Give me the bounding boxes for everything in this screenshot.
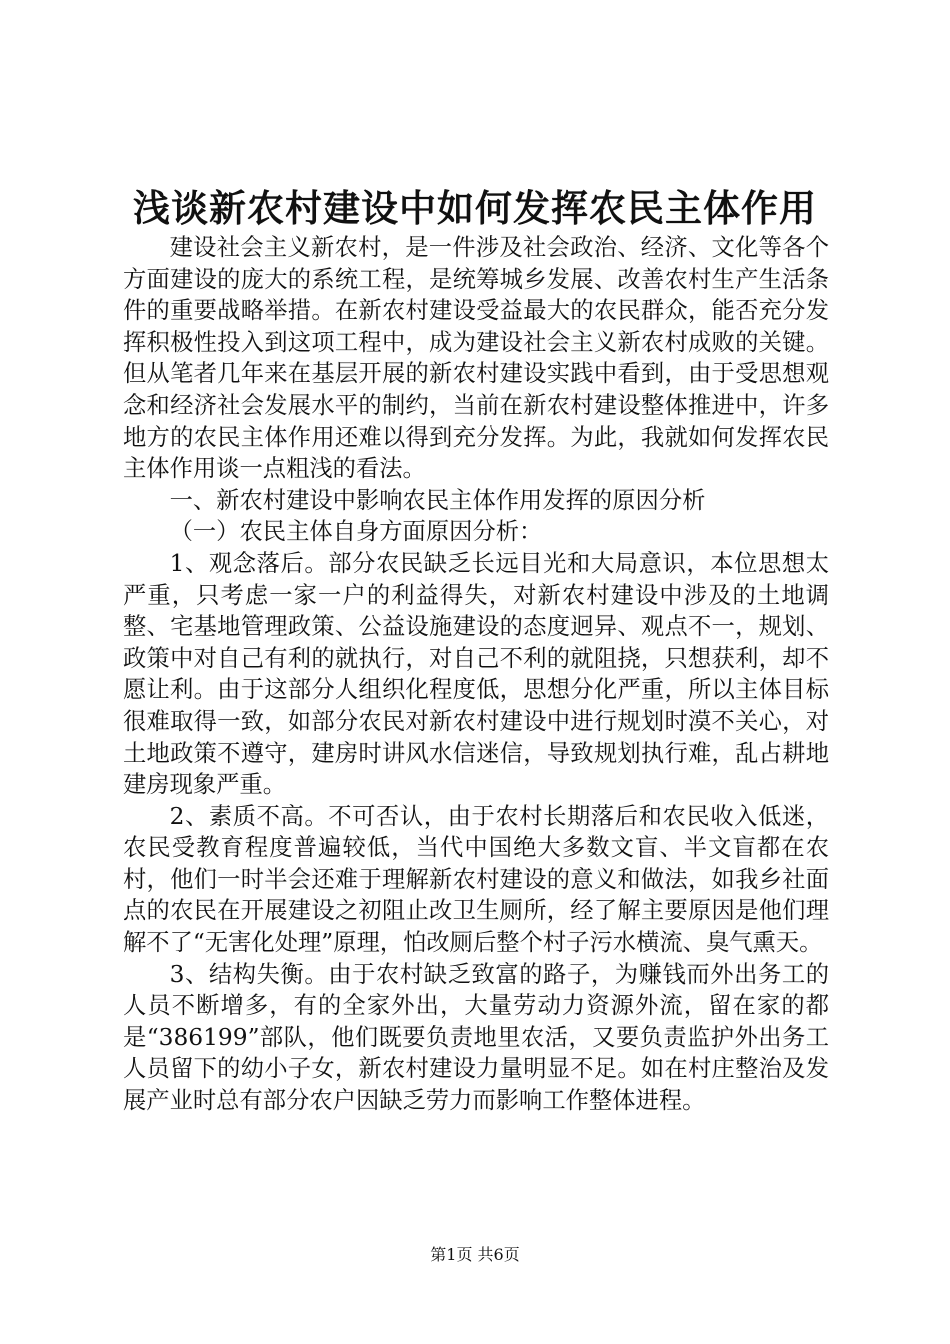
- section-heading-1: 一、新农村建设中影响农民主体作用发挥的原因分析: [169, 486, 706, 514]
- subsection-heading-1: （一）农民主体自身方面原因分析：: [169, 518, 543, 546]
- paragraph-intro: 建设社会主义新农村，是一件涉及社会政治、经济、文化等各个方面建设的庞大的系统工程，是统筹城乡发展、改善农村生产生活条件的重要战略举措。在新农村建设受益最大的农民群众，能否充分发挥积极性投入到这项工程中，成为建设社会主义新农村成败的关键。但从笔者几年来在基层开展的新农村建设实践中看到，由于受思想观念和经济社会发展水平的制约，当前在新农村建设整体推进中，许多地方的农民主体作用还难以得到充分发挥。为此，我就如何发挥农民主体作用谈一点粗浅的看法。: [123, 234, 829, 483]
- paragraph-point-2: 2、素质不高。不可否认，由于农村长期落后和农民收入低迷，农民受教育程度普遍较低，当代中国绝大多数文盲、半文盲都在农村，他们一时半会还难于理解新农村建设的意义和做法，如我乡社面点的农民在开展建设之初阻止改卫生厕所，经了解主要原因是他们理解不了“无害化处理”原理，怕改厕后整个村子污水横流、臭气熏天。: [123, 802, 829, 957]
- paragraph-point-3: 3、结构失衡。由于农村缺乏致富的路子，为赚钱而外出务工的人员不断增多，有的全家外出，大量劳动力资源外流，留在家的都是“386199”部队，他们既要负责地里农活，又要负责监护外出务工人员留下的幼小子女，新农村建设力量明显不足。如在村庄整治及发展产业时总有部分农户因缺乏劳力而影响工作整体进程。: [123, 960, 829, 1115]
- document-body: [123, 232, 829, 1117]
- paragraph-point-1: 1、观念落后。部分农民缺乏长远目光和大局意识，本位思想太严重，只考虑一家一户的利益得失，对新农村建设中涉及的土地调整、宅基地管理政策、公益设施建设的态度迥异、观点不一，规划、政策中对自己有利的就执行，对自己不利的就阻挠，只想获利，却不愿让利。由于这部分人组织化程度低，思想分化严重，所以主体目标很难取得一致，如部分农民对新农村建设中进行规划时漠不关心，对土地政策不遵守，建房时讲风水信迷信，导致规划执行难，乱占耕地建房现象严重。: [123, 549, 829, 799]
- document-title: 浅谈新农村建设中如何发挥农民主体作用: [133, 186, 817, 230]
- page-number-footer: 第1页 共6页: [430, 1245, 520, 1264]
